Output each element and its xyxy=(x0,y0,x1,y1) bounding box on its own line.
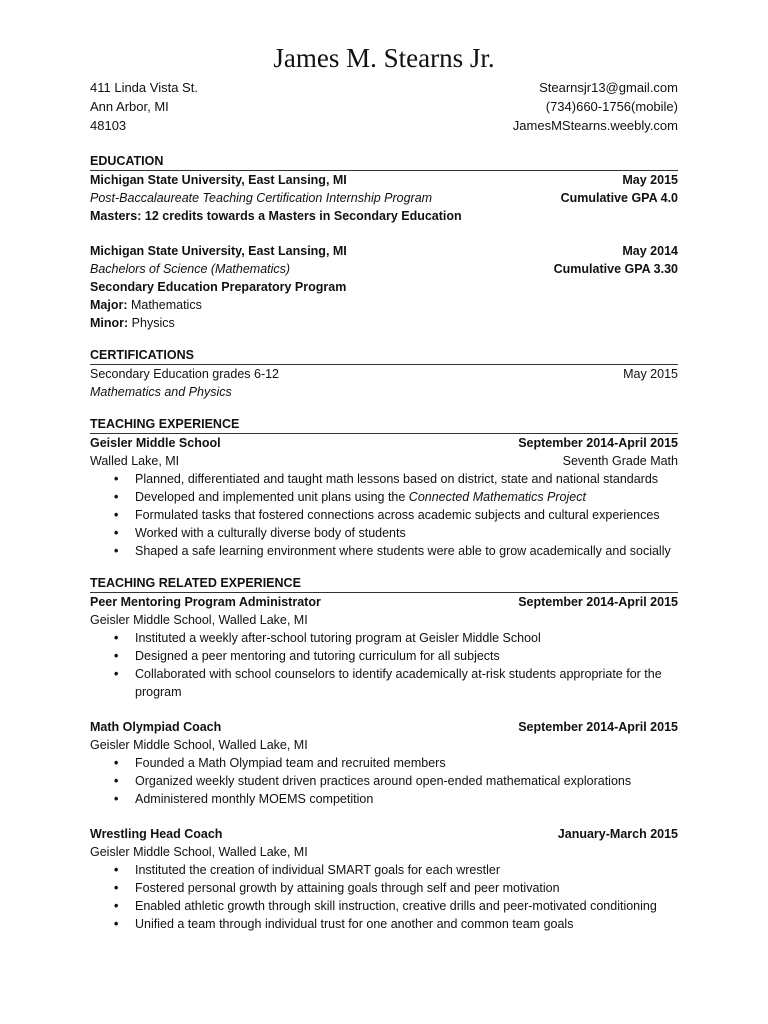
education-1-program: Post-Baccalaureate Teaching Certification Internship Program xyxy=(90,191,433,205)
job-2-bullet-list xyxy=(90,754,678,808)
job-2-date: September 2014-April 2015 xyxy=(518,720,678,734)
major-text: Mathematics xyxy=(127,298,202,312)
minor-label: Minor: xyxy=(90,316,129,330)
list-item: • Organized weekly student driven practices around open-ended mathematical explorations xyxy=(135,772,678,790)
address-line-1: 411 Linda Vista St. xyxy=(90,80,198,95)
masters-text: 12 credits towards a Masters in Secondary Education xyxy=(141,209,462,223)
major-label: Major: xyxy=(90,298,128,312)
education-2-date: May 2014 xyxy=(622,244,678,258)
education-2-degree: Bachelors of Science (Mathematics) xyxy=(90,262,291,276)
education-2-school: Michigan State University, East Lansing, MI xyxy=(90,244,347,258)
job-1-title: Peer Mentoring Program Administrator xyxy=(90,595,321,609)
job-2-title: Math Olympiad Coach xyxy=(90,720,222,734)
list-item: • Shaped a safe learning environment where students were able to grow academically and socially xyxy=(135,542,678,560)
list-item: • Founded a Math Olympiad team and recruited members xyxy=(135,754,678,772)
teaching-heading: TEACHING EXPERIENCE xyxy=(90,416,678,434)
job-2-place: Geisler Middle School, Walled Lake, MI xyxy=(90,738,308,752)
list-item: • Unified a team through individual trust for one another and common team goals xyxy=(135,915,678,933)
list-item: • Administered monthly MOEMS competition xyxy=(135,790,678,808)
job-1-header-row xyxy=(90,593,678,611)
resume-name: James M. Stearns Jr. xyxy=(273,43,495,73)
job-3-header-row xyxy=(90,825,678,843)
contact-row-3 xyxy=(90,116,678,135)
teaching-location-row xyxy=(90,452,678,470)
list-item: • Enabled athletic growth through skill instruction, creative drills and peer-motivated conditioning xyxy=(135,897,678,915)
education-2-program xyxy=(90,278,678,296)
email-address: Stearnsjr13@gmail.com xyxy=(539,80,678,95)
education-2-major xyxy=(90,296,678,314)
phone-number: (734)660-1756(mobile) xyxy=(545,99,678,114)
list-item: • Instituted a weekly after-school tutoring program at Geisler Middle School xyxy=(135,629,678,647)
job-3-date: January-March 2015 xyxy=(557,827,678,841)
list-item: • Instituted the creation of individual SMART goals for each wrestler xyxy=(135,861,678,879)
education-entry-2-degree-row xyxy=(90,260,678,278)
job-1-place: Geisler Middle School, Walled Lake, MI xyxy=(90,613,308,627)
teaching-date: September 2014-April 2015 xyxy=(518,436,678,450)
teaching-role: Seventh Grade Math xyxy=(562,454,678,468)
education-entry-2-header xyxy=(90,242,678,260)
job-3-bullet-list xyxy=(90,861,678,933)
list-item: • Worked with a culturally diverse body of students xyxy=(135,524,678,542)
education-1-school: Michigan State University, East Lansing, MI xyxy=(90,173,347,187)
minor-text: Physics xyxy=(128,316,175,330)
education-heading: EDUCATION xyxy=(90,153,678,171)
education-entry-1-header xyxy=(90,171,678,189)
job-3-title: Wrestling Head Coach xyxy=(90,827,223,841)
related-heading: TEACHING RELATED EXPERIENCE xyxy=(90,575,678,593)
list-item: • Planned, differentiated and taught math lessons based on district, state and national standards xyxy=(135,470,678,488)
certification-subjects: Mathematics and Physics xyxy=(90,385,232,399)
masters-label: Masters: xyxy=(90,209,142,223)
address-line-3: 48103 xyxy=(90,118,127,133)
job-1-bullet-list xyxy=(90,629,678,701)
education-2-gpa: Cumulative GPA 3.30 xyxy=(553,262,678,276)
certification-row xyxy=(90,365,678,383)
education-2-minor xyxy=(90,314,678,332)
certification-subjects-row xyxy=(90,383,678,401)
certification-date: May 2015 xyxy=(623,367,678,381)
contact-row-2 xyxy=(90,97,678,116)
address-line-2: Ann Arbor, MI xyxy=(90,99,169,114)
teaching-school: Geisler Middle School xyxy=(90,436,221,450)
job-3-place-row xyxy=(90,843,678,861)
job-3-place: Geisler Middle School, Walled Lake, MI xyxy=(90,845,308,859)
education-entry-1-program-row xyxy=(90,189,678,207)
certification-title: Secondary Education grades 6-12 xyxy=(90,367,280,381)
list-item: • Fostered personal growth by attaining goals through self and peer motivation xyxy=(135,879,678,897)
list-item xyxy=(135,488,678,506)
website-url: JamesMStearns.weebly.com xyxy=(512,118,678,133)
education-1-masters xyxy=(90,207,678,225)
education-1-date: May 2015 xyxy=(622,173,678,187)
contact-row-1 xyxy=(90,78,678,97)
bullet-italic-text: Connected Mathematics Project xyxy=(408,490,586,504)
teaching-header-row xyxy=(90,434,678,452)
contact-block xyxy=(90,78,678,135)
certifications-heading: CERTIFICATIONS xyxy=(90,347,678,365)
list-item: • Collaborated with school counselors to identify academically at-risk students appropriate for the program xyxy=(135,665,678,701)
list-item: • Designed a peer mentoring and tutoring curriculum for all subjects xyxy=(135,647,678,665)
teaching-location: Walled Lake, MI xyxy=(90,454,180,468)
job-2-header-row xyxy=(90,718,678,736)
list-item: • Formulated tasks that fostered connections across academic subjects and cultural experiences xyxy=(135,506,678,524)
bullet-text: Developed and implemented unit plans using the xyxy=(135,490,409,504)
job-2-place-row xyxy=(90,736,678,754)
education-1-gpa: Cumulative GPA 4.0 xyxy=(560,191,678,205)
resume-page xyxy=(90,40,678,933)
education-2-program-text: Secondary Education Preparatory Program xyxy=(90,280,347,294)
job-1-date: September 2014-April 2015 xyxy=(518,595,678,609)
job-1-place-row xyxy=(90,611,678,629)
teaching-bullet-list xyxy=(90,470,678,560)
